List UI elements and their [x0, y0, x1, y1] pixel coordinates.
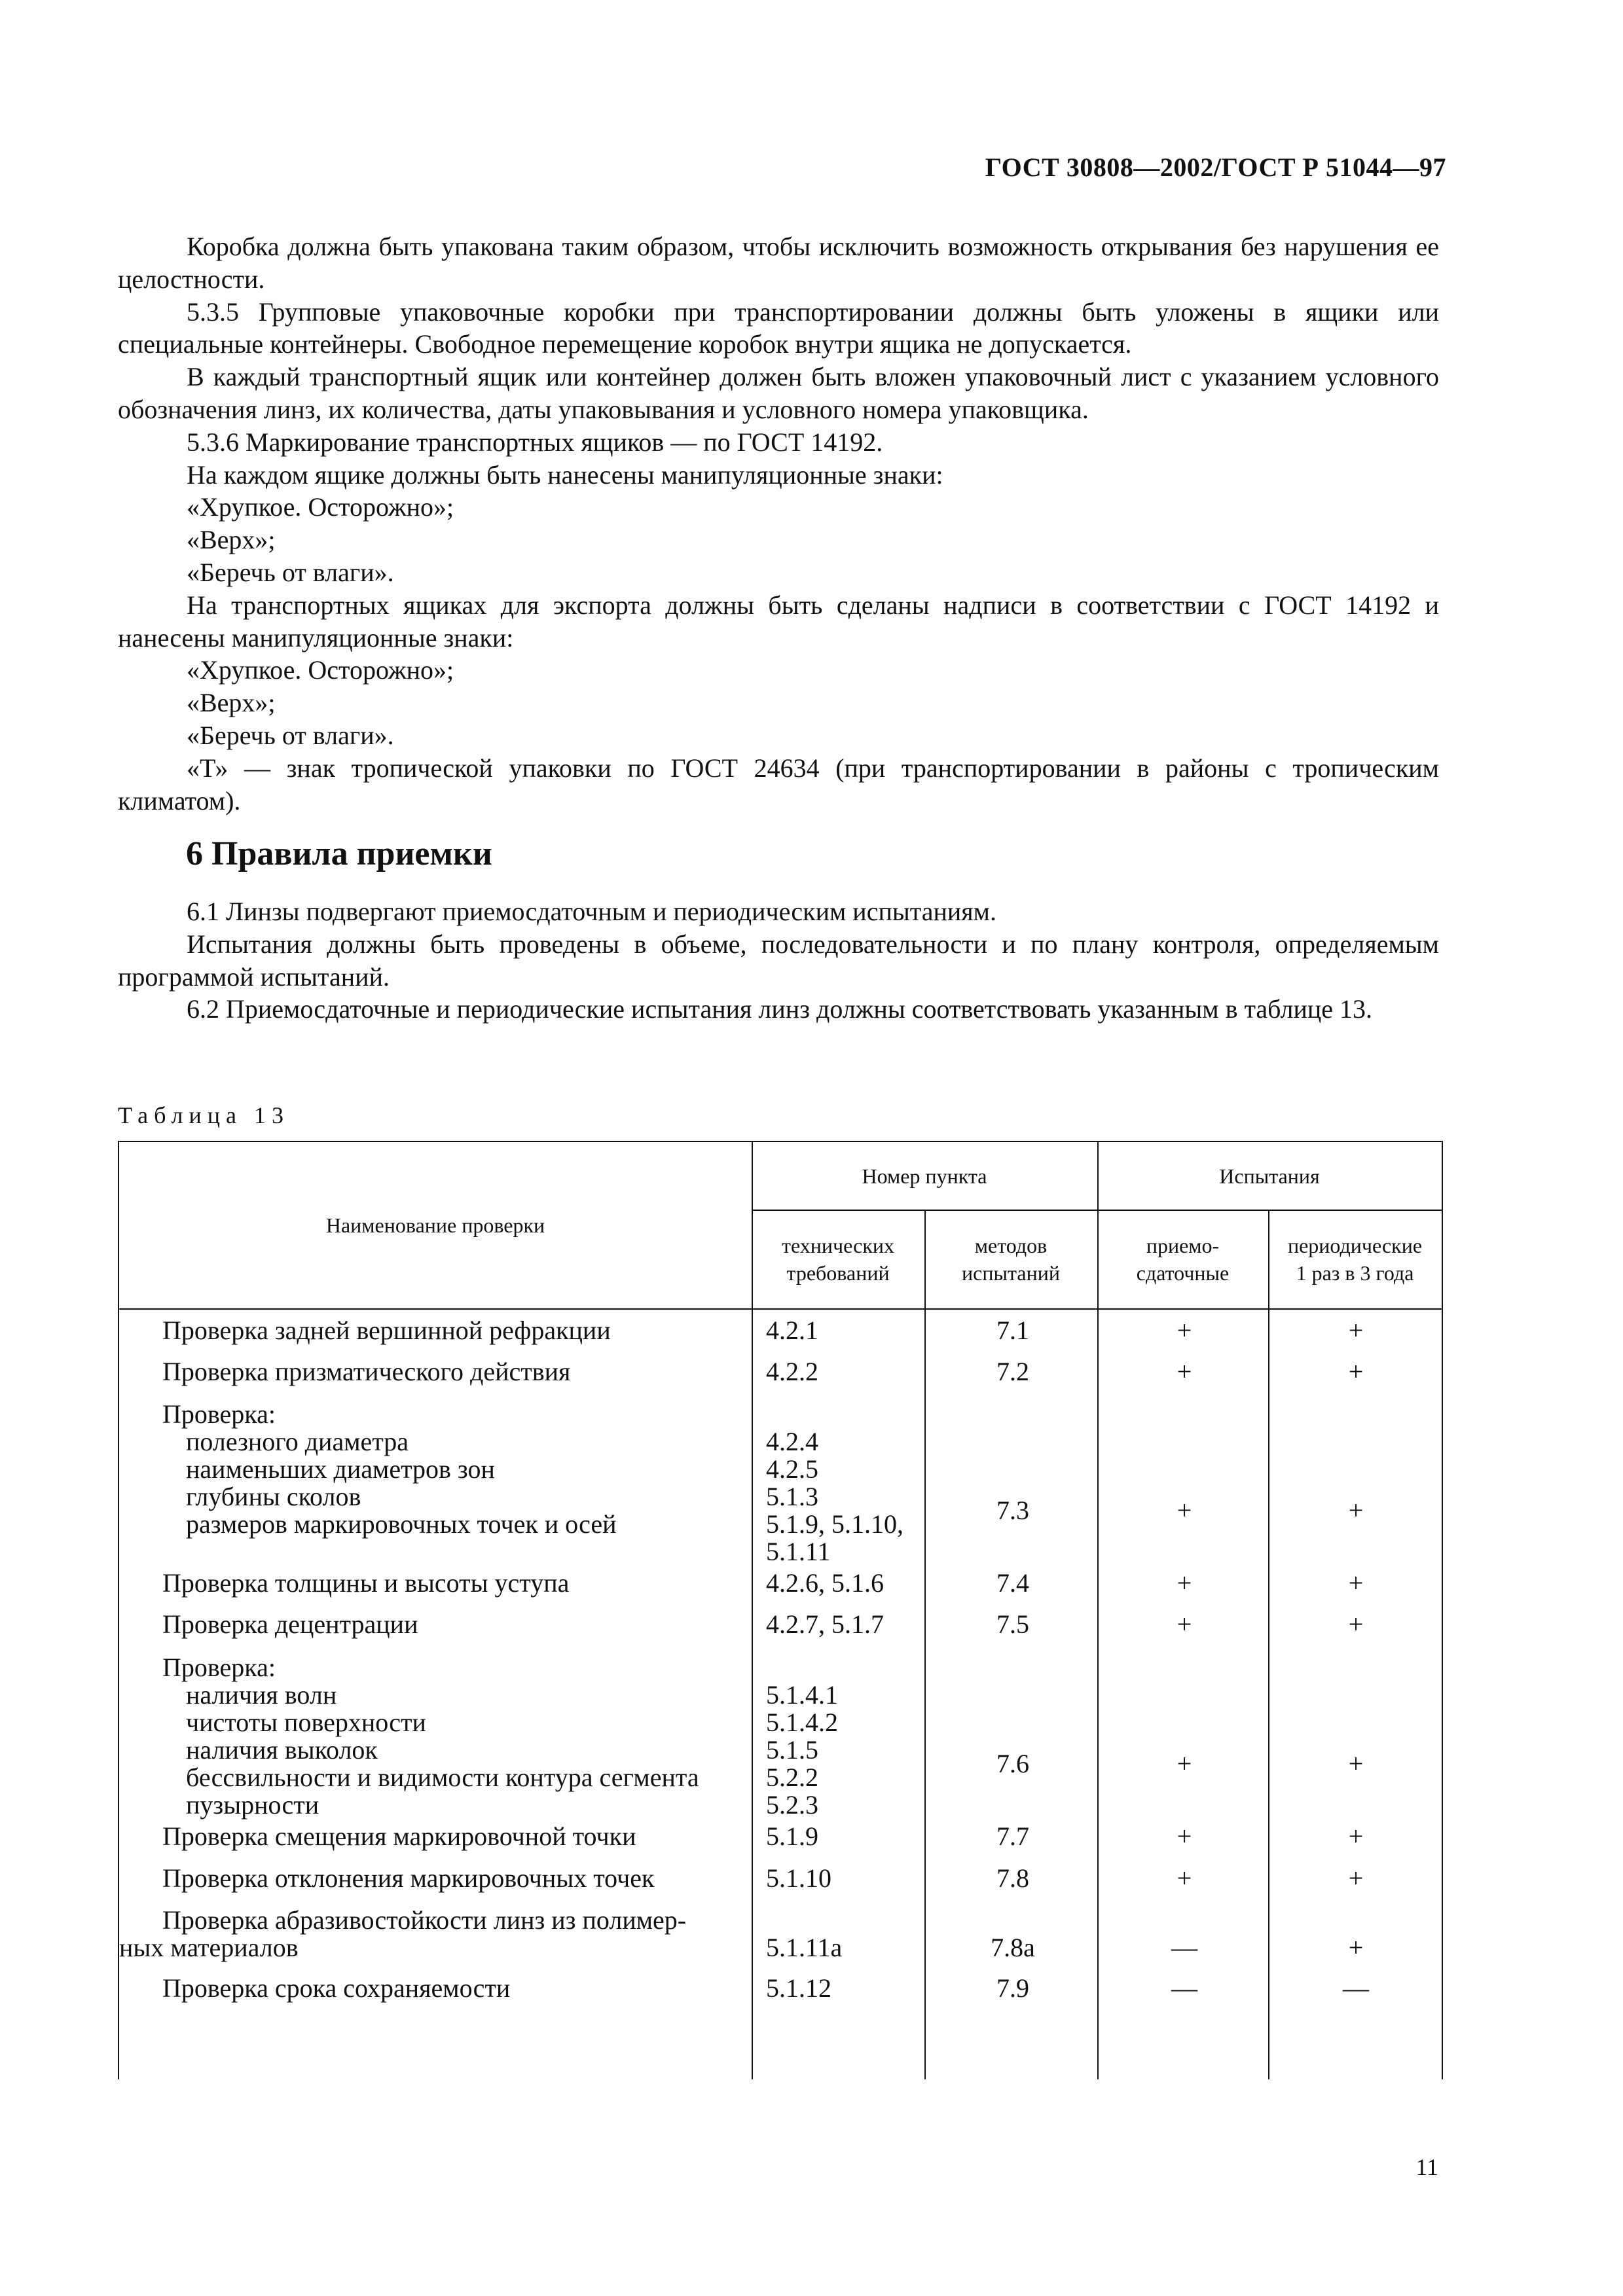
paragraph: Испытания должны быть проведены в объеме, последовательности и по плану контроля, определяемым программой испытаний.: [118, 929, 1439, 992]
cell-name-main: Проверка:: [162, 1653, 276, 1682]
cell-name-sub: наличия волн: [186, 1680, 337, 1710]
cell-name-sub: полезного диаметра: [186, 1427, 409, 1456]
cell-tech: [766, 1428, 930, 1566]
cell-tech: 5.1.12: [766, 1973, 831, 2003]
cell-method: 7.7: [996, 1821, 1029, 1851]
cell-name: Проверка толщины и высоты уступа: [162, 1568, 570, 1598]
cell-periodic: +: [1348, 1749, 1364, 1778]
cell-method: 7.3: [996, 1496, 1029, 1525]
paragraph: «Беречь от влаги».: [187, 557, 394, 587]
cell-name: Проверка смещения маркировочной точки: [162, 1821, 636, 1851]
paragraph: «Хрупкое. Осторожно»;: [187, 655, 454, 685]
cell-acceptance: +: [1176, 1749, 1192, 1778]
cell-method: 7.9: [996, 1973, 1029, 2003]
paragraph: На транспортных ящиках для экспорта должны быть сделаны надписи в соответствии с ГОСТ 14192 и нанесены манипуляционные знаки:: [118, 590, 1439, 653]
cell-periodic: +: [1348, 1821, 1364, 1851]
cell-name-sub: бессвильности и видимости контура сегмента: [186, 1763, 699, 1792]
cell-method: 7.2: [996, 1357, 1029, 1386]
paragraph: 5.3.5 Групповые упаковочные коробки при транспортировании должны быть уложены в ящики или специальные контейнеры. Свободное перемещение коробок внутри ящика не допускается.: [118, 296, 1439, 359]
section-title: 6 Правила приемки: [186, 835, 492, 872]
cell-tech: 4.2.6, 5.1.6: [766, 1568, 884, 1598]
header-tests-group: Испытания: [1219, 1164, 1320, 1188]
paragraph: На каждом ящике должны быть нанесены манипуляционные знаки:: [187, 459, 943, 490]
cell-name: [162, 1401, 739, 1538]
cell-tech-line: 5.2.3: [766, 1790, 818, 1820]
cell-method: 7.4: [996, 1568, 1029, 1598]
document-header: ГОСТ 30808—2002/ГОСТ Р 51044—97: [985, 152, 1446, 182]
paragraph: 5.3.6 Маркирование транспортных ящиков — по ГОСТ 14192.: [187, 427, 883, 457]
paragraph: Коробка должна быть упакована таким образом, чтобы исключить возможность открывания без нарушения ее целостности.: [118, 232, 1439, 294]
header-bottom-line: [119, 1308, 1442, 1310]
paragraph: 6.2 Приемосдаточные и периодические испытания линз должны соответствовать указанным в таблице 13.: [187, 994, 1373, 1024]
cell-periodic: +: [1348, 1609, 1364, 1639]
cell-periodic: +: [1348, 1357, 1364, 1386]
header-name: Наименование проверки: [325, 1213, 545, 1237]
cell-method: 7.6: [996, 1749, 1029, 1778]
cell-acceptance: +: [1176, 1568, 1192, 1598]
cell-tech-line: 5.1.3: [766, 1482, 818, 1511]
paragraph: 6.1 Линзы подвергают приемосдаточным и периодическим испытаниям.: [187, 897, 996, 926]
cell-name: Проверка задней вершинной рефракции: [162, 1316, 611, 1345]
paragraph: В каждый транспортный ящик или контейнер должен быть вложен упаковочный лист с указанием условного обозначения линз, их количества, даты упаковывания и условного номера упаковщика.: [118, 362, 1439, 424]
cell-tech: 5.1.10: [766, 1863, 831, 1893]
cell-name: Проверка срока сохраняемости: [162, 1973, 511, 2003]
table: [118, 1141, 1443, 2079]
cell-tech-line: 5.2.2: [766, 1763, 818, 1792]
cell-tech: 5.1.9: [766, 1821, 818, 1851]
cell-tech-line: 4.2.5: [766, 1454, 818, 1484]
cell-name-main: Проверка абразивостойкости линз из полимер-: [162, 1905, 687, 1935]
cell-tech: 4.2.7, 5.1.7: [766, 1609, 884, 1639]
cell-tech-line: 4.2.4: [766, 1427, 818, 1456]
page-number: 11: [1415, 2154, 1438, 2180]
cell-name: [119, 1905, 739, 1962]
cell-name-sub: размеров маркировочных точек и осей: [186, 1509, 617, 1539]
header-tech: [752, 1210, 924, 1308]
cell-name-sub: глубины сколов: [186, 1482, 361, 1511]
cell-tech: 5.1.11а: [766, 1933, 843, 1962]
header-periodic-line: периодические: [1287, 1233, 1423, 1257]
cell-tech-line: 5.1.11: [766, 1537, 831, 1566]
cell-acceptance: +: [1176, 1609, 1192, 1639]
cell-periodic: +: [1348, 1568, 1364, 1598]
header-clause-group: Номер пункта: [862, 1164, 987, 1188]
paragraph: «Т» — знак тропической упаковки по ГОСТ 24634 (при транспортировании в районы с тропическим климатом).: [118, 753, 1439, 816]
cell-name-sub: наличия выколок: [186, 1735, 378, 1765]
cell-method: 7.1: [996, 1316, 1029, 1345]
cell-name-sub: чистоты поверхности: [186, 1708, 426, 1737]
paragraph: «Верх»;: [187, 688, 276, 718]
cell-tech-line: 5.1.4.2: [766, 1708, 838, 1737]
cell-tech-line: 5.1.5: [766, 1735, 818, 1765]
cell-name-continuation: ных материалов: [119, 1933, 299, 1962]
cell-name: Проверка призматического действия: [162, 1357, 571, 1386]
header-acceptance: [1097, 1210, 1268, 1308]
header-tech-line: требований: [786, 1261, 890, 1285]
cell-method: 7.8: [996, 1863, 1029, 1893]
cell-tech: [766, 1681, 930, 1819]
cell-periodic: —: [1343, 1973, 1369, 2003]
header-methods: [924, 1210, 1097, 1308]
paragraph: «Беречь от влаги».: [187, 720, 394, 750]
cell-acceptance: +: [1176, 1863, 1192, 1893]
header-periodic-line: 1 раз в 3 года: [1296, 1261, 1414, 1285]
cell-acceptance: +: [1176, 1821, 1192, 1851]
section-6-text: [118, 895, 1439, 1026]
header-acceptance-line: приемо-: [1146, 1233, 1220, 1257]
cell-periodic: +: [1348, 1316, 1364, 1345]
cell-acceptance: —: [1171, 1933, 1197, 1962]
header-acceptance-line: сдаточные: [1136, 1261, 1230, 1285]
cell-acceptance: —: [1171, 1973, 1197, 2003]
cell-name-sub: наименьших диаметров зон: [186, 1454, 495, 1484]
cell-acceptance: +: [1176, 1496, 1192, 1525]
cell-periodic: +: [1348, 1933, 1364, 1962]
cell-tech-line: 5.1.9, 5.1.10,: [766, 1509, 903, 1539]
cell-method: 7.5: [996, 1609, 1029, 1639]
header-tech-line: технических: [782, 1233, 894, 1257]
paragraph: «Верх»;: [187, 525, 276, 555]
header-methods-line: методов: [974, 1233, 1048, 1257]
cell-name: Проверка децентрации: [162, 1609, 418, 1639]
cell-method: 7.8а: [991, 1933, 1035, 1962]
header-methods-line: испытаний: [962, 1261, 1060, 1285]
cell-tech: 4.2.1: [766, 1316, 818, 1345]
section-5-text: [118, 230, 1439, 817]
cell-tech-line: 5.1.4.1: [766, 1680, 838, 1710]
cell-acceptance: +: [1176, 1357, 1192, 1386]
cell-name: [162, 1654, 739, 1819]
paragraph: «Хрупкое. Осторожно»;: [187, 492, 454, 522]
header-periodic: [1268, 1210, 1442, 1308]
cell-tech: 4.2.2: [766, 1357, 818, 1386]
cell-name-sub: пузырности: [186, 1790, 319, 1820]
table-caption: Таблица 13: [118, 1102, 289, 1128]
cell-acceptance: +: [1176, 1316, 1192, 1345]
cell-periodic: +: [1348, 1496, 1364, 1525]
cell-periodic: +: [1348, 1863, 1364, 1893]
cell-name-main: Проверка:: [162, 1399, 276, 1429]
cell-name: Проверка отклонения маркировочных точек: [162, 1863, 655, 1893]
